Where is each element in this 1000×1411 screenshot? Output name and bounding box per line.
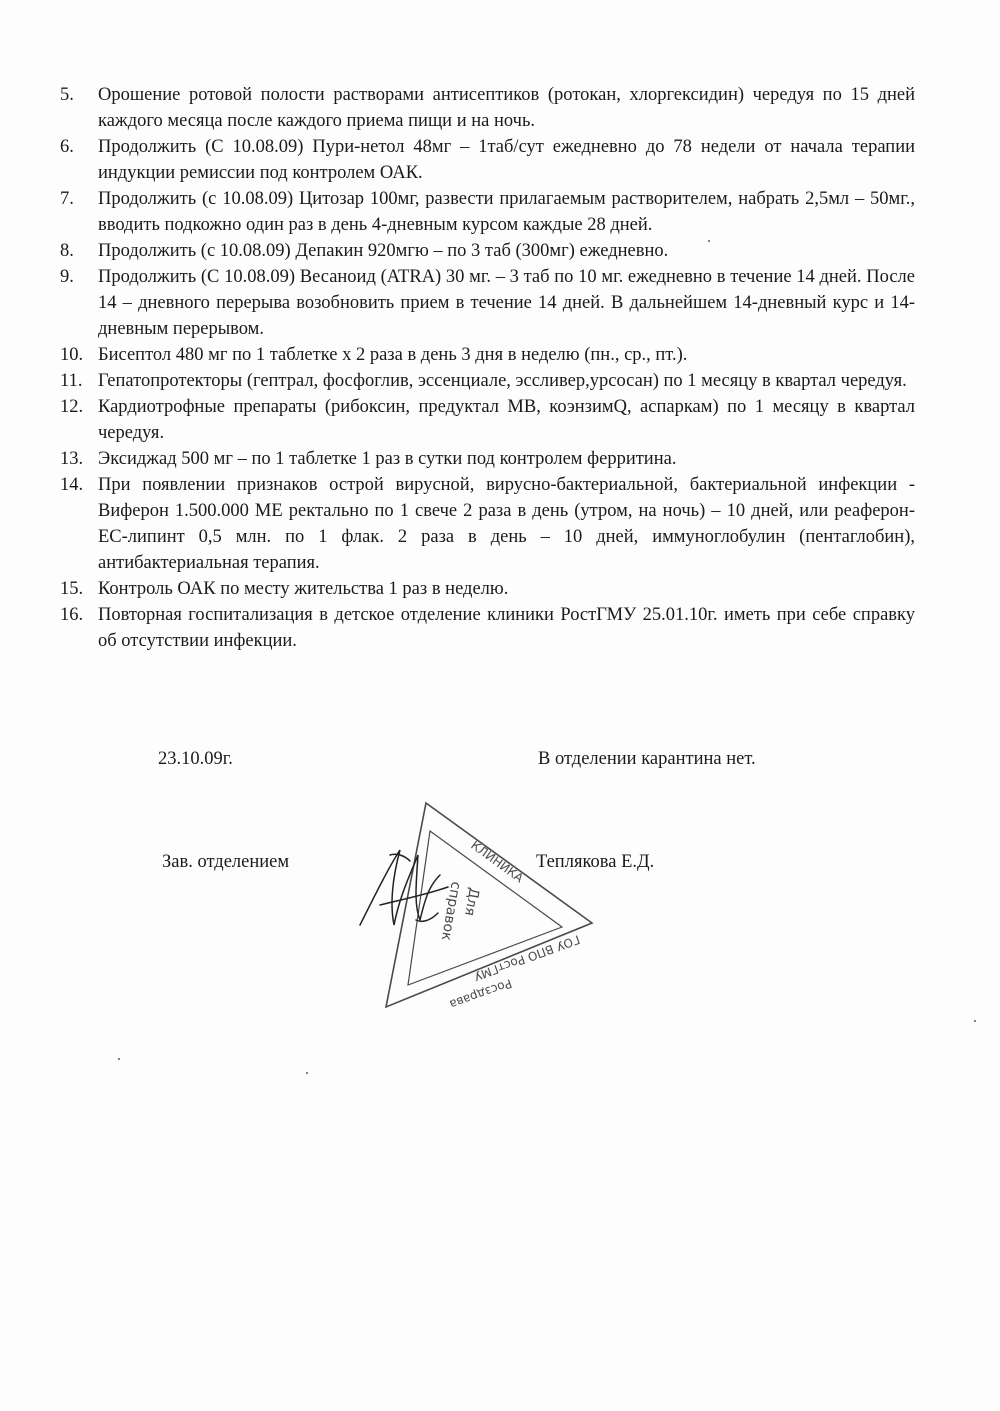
item-text: Эксиджад 500 мг – по 1 таблетке 1 раз в сутки под контролем ферритина.	[98, 449, 677, 469]
item-text: Кардиотрофные препараты (рибоксин, предуктал МВ, коэнзимQ, аспаркам) по 1 месяцу в квартал чередуя.	[98, 397, 915, 443]
list-item	[60, 186, 915, 238]
head-of-department-title: Зав. отделением	[162, 852, 290, 872]
item-text: Продолжить (С 10.08.09) Весаноид (ATRA) 30 мг. – 3 таб по 10 мг. ежедневно в течение 14 дней. После 14 – дневного перерыва возобновить прием в течение 14 дней. В дальнейшем 14-дневный курс и 14-дневным перерывом.	[98, 267, 915, 339]
stamp-lettering-center2: справок	[437, 880, 464, 942]
instructions-list	[60, 82, 915, 654]
triangular-stamp	[330, 795, 600, 1025]
item-number: 11.	[60, 371, 83, 391]
item-text: Бисептол 480 мг по 1 таблетке х 2 раза в день 3 дня в неделю (пн., ср., пт.).	[98, 345, 688, 365]
stamp-lettering-bottom: Росздрава	[447, 976, 514, 1012]
item-number: 10.	[60, 345, 84, 365]
stamp-lettering-top: КЛИНИКА	[468, 838, 527, 886]
item-number: 13.	[60, 449, 84, 469]
document-date: 23.10.09г.	[158, 749, 233, 769]
list-item	[60, 602, 915, 654]
list-item	[60, 368, 915, 394]
stamp-lettering-side: ГОУ ВПО РостГМУ	[472, 932, 582, 984]
paper-speck	[118, 1058, 120, 1060]
list-item	[60, 264, 915, 342]
item-number: 6.	[60, 137, 74, 157]
paper-speck	[974, 1020, 976, 1022]
item-number: 12.	[60, 397, 84, 417]
item-text: При появлении признаков острой вирусной, вирусно-бактериальной, бактериальной инфекции - Виферон 1.500.000 МЕ ректально по 1 свече 2 раза в день (утром, на ночь) – 10 дней, или реаферон- ЕС-липинт 0,5 млн. по 1 флак. 2 раза в день – 10 дней, иммуноглобулин (пентаглобин), антибактериальная терапия.	[98, 475, 915, 573]
item-text: Продолжить (с 10.08.09) Депакин 920мгю – по 3 таб (300мг) ежедневно.	[98, 241, 669, 261]
item-number: 15.	[60, 579, 84, 599]
item-number: 8.	[60, 241, 74, 261]
list-item	[60, 134, 915, 186]
list-item	[60, 82, 915, 134]
paper-speck	[708, 240, 710, 242]
quarantine-note: В отделении карантина нет.	[538, 749, 756, 769]
paper-speck	[306, 1072, 308, 1074]
list-item	[60, 238, 915, 264]
item-number: 14.	[60, 475, 84, 495]
list-item	[60, 394, 915, 446]
item-text: Орошение ротовой полости растворами антисептиков (ротокан, хлоргексидин) чередуя по 15 дней каждого месяца после каждого приема пищи и на ночь.	[98, 85, 915, 131]
item-text: Продолжить (С 10.08.09) Пури-нетол 48мг – 1таб/сут ежедневно до 78 недели от начала терапии индукции ремиссии под контролем ОАК.	[98, 137, 915, 183]
item-number: 7.	[60, 189, 74, 209]
list-item	[60, 576, 915, 602]
item-text: Контроль ОАК по месту жительства 1 раз в неделю.	[98, 579, 509, 599]
head-of-department-name: Теплякова Е.Д.	[536, 852, 655, 872]
item-text: Продолжить (с 10.08.09) Цитозар 100мг, развести прилагаемым растворителем, набрать 2,5мл – 50мг., вводить подкожно один раз в день 4-дневным курсом каждые 28 дней.	[98, 189, 915, 235]
item-number: 9.	[60, 267, 74, 287]
list-item	[60, 472, 915, 576]
item-number: 16.	[60, 605, 84, 625]
item-text: Повторная госпитализация в детское отделение клиники РостГМУ 25.01.10г. иметь при себе справку об отсутствии инфекции.	[98, 605, 915, 651]
item-text: Гепатопротекторы (гептрал, фосфоглив, эссенциале, эссливер,урсосан) по 1 месяцу в квартал чередуя.	[98, 371, 907, 391]
item-number: 5.	[60, 85, 74, 105]
list-item	[60, 342, 915, 368]
list-item	[60, 446, 915, 472]
stamp-lettering-center: Для	[461, 886, 482, 917]
